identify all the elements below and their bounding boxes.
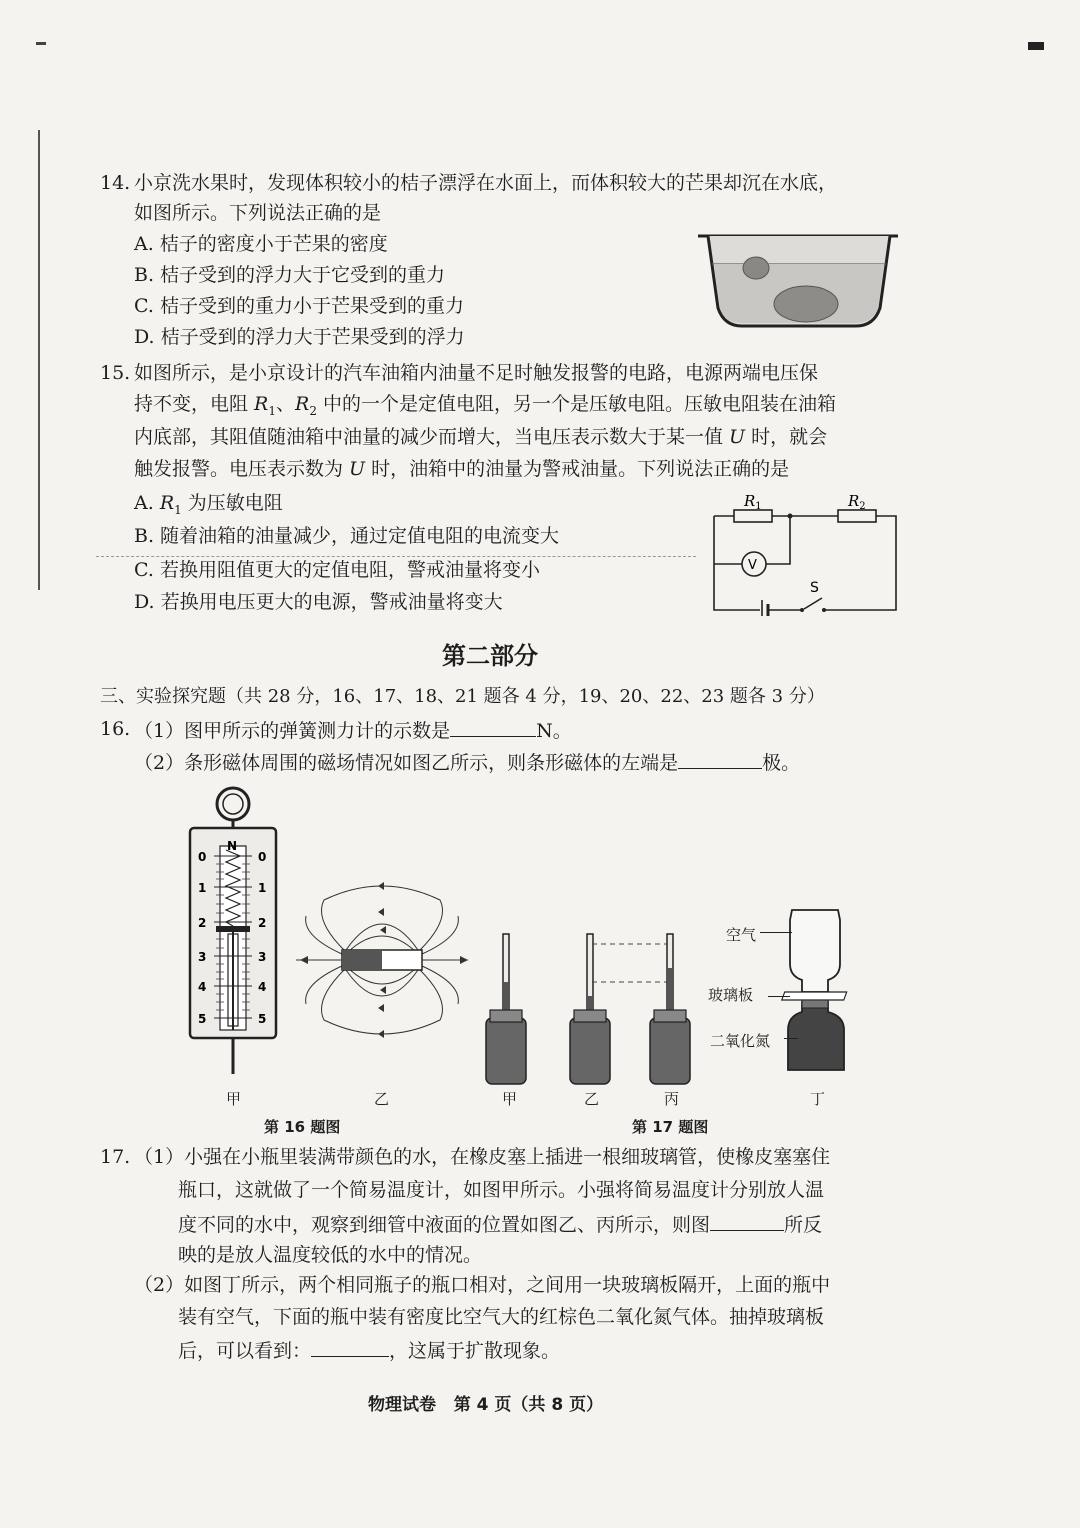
part-two-title: 第二部分 <box>442 642 538 670</box>
fig16-label-yi: 乙 <box>374 1090 390 1108</box>
bottle-jia <box>486 1018 526 1084</box>
q17-part2-line1: （2）如图丁所示，两个相同瓶子的瓶口相对，之间用一块玻璃板隔开，上面的瓶中 <box>134 1274 831 1296</box>
q16-blank-2[interactable] <box>678 752 762 769</box>
scan-dashed-line <box>96 556 696 557</box>
r2-label: $R_2$ <box>848 492 866 512</box>
scale-pointer <box>216 926 250 932</box>
label-air: 空气 <box>726 926 757 944</box>
q14-option-c: C. 桔子受到的重力小于芒果受到的重力 <box>134 295 464 317</box>
tick-right-2: 2 <box>258 916 267 930</box>
orange-icon <box>743 257 769 279</box>
q17-part1-line3: 度不同的水中，观察到细管中液面的位置如图乙、丙所示，则图 所反 <box>178 1214 823 1236</box>
bottle-bing <box>650 1018 690 1084</box>
tick-left-0: 0 <box>198 850 207 864</box>
q14-option-b: B. 桔子受到的浮力大于它受到的重力 <box>134 264 446 286</box>
leader-glass <box>768 996 790 997</box>
label-nitrogen-dioxide: 二氧化氮 <box>710 1032 771 1050</box>
q17-part2-line2: 装有空气，下面的瓶中装有密度比空气大的红棕色二氧化氮气体。抽掉玻璃板 <box>178 1306 825 1328</box>
fig17-label-ding: 丁 <box>810 1090 826 1108</box>
scale-unit-label: N <box>227 839 238 853</box>
q15-option-a: A. $R_1$ 为压敏电阻 <box>134 492 283 517</box>
scan-mark-left <box>36 42 46 45</box>
q17-blank-2[interactable] <box>311 1340 389 1357</box>
q16-blank-1[interactable] <box>450 720 536 737</box>
q14-option-d: D. 桔子受到的浮力大于芒果受到的浮力 <box>134 326 465 348</box>
switch-icon <box>804 598 822 609</box>
q17-part1-line2: 瓶口，这就做了一个简易温度计，如图甲所示。小强将简易温度计分别放人温 <box>178 1179 825 1201</box>
q15-stem-line4: 触发报警。电压表示数为 U 时，油箱中的油量为警戒油量。下列说法正确的是 <box>134 458 790 480</box>
tick-right-0: 0 <box>258 850 267 864</box>
q15-option-c: C. 若换用阻值更大的定值电阻，警戒油量将变小 <box>134 559 540 581</box>
tick-right-3: 3 <box>258 950 267 964</box>
leader-no2 <box>784 1038 798 1039</box>
tick-right-1: 1 <box>258 881 267 895</box>
fig17-label-bing: 丙 <box>664 1090 680 1108</box>
q14-stem-line1: 小京洗水果时，发现体积较小的桔子漂浮在水面上，而体积较大的芒果却沉在水底， <box>134 172 838 194</box>
fig16-label-jia: 甲 <box>226 1090 242 1108</box>
tick-left-2: 2 <box>198 916 207 930</box>
q15-stem-line2: 持不变，电阻 $R_1$、$R_2$ 中的一个是定值电阻，另一个是压敏电阻。压敏电阻装在油箱 <box>134 393 837 418</box>
tick-right-4: 4 <box>258 980 267 994</box>
tick-right-5: 5 <box>258 1012 267 1026</box>
q15-option-b: B. 随着油箱的油量减少，通过定值电阻的电流变大 <box>134 525 560 547</box>
fig17-label-yi: 乙 <box>584 1090 600 1108</box>
fig17-caption: 第 17 题图 <box>632 1118 709 1136</box>
thermometer-bottles-figure <box>478 926 702 1088</box>
scan-margin-line <box>38 130 40 590</box>
q14-option-a: A. 桔子的密度小于芒果的密度 <box>134 233 388 255</box>
magnet-field-figure <box>292 880 472 1040</box>
resistor-r1 <box>734 510 772 522</box>
spring-scale-figure <box>176 784 286 1084</box>
circuit-diagram <box>702 486 906 616</box>
r1-label: $R_1$ <box>744 492 762 512</box>
q17-part1-line4: 映的是放人温度较低的水中的情况。 <box>178 1244 483 1266</box>
resistor-r2 <box>838 510 876 522</box>
page-footer: 物理试卷 第 4 页（共 8 页） <box>368 1395 604 1415</box>
q16-number: 16. <box>100 718 131 740</box>
scale-ring-icon <box>217 788 249 820</box>
fig17-label-jia: 甲 <box>502 1090 518 1108</box>
scan-mark-right <box>1028 42 1044 50</box>
basin-figure <box>694 228 904 332</box>
q14-stem-line2: 如图所示。下列说法正确的是 <box>134 202 382 224</box>
switch-label: S <box>810 580 819 596</box>
bottle-yi <box>570 1018 610 1084</box>
leader-air <box>760 932 792 933</box>
q17-blank-1[interactable] <box>710 1214 784 1231</box>
label-glass-plate: 玻璃板 <box>708 986 754 1004</box>
q15-number: 15. <box>100 362 131 384</box>
q15-stem-line1: 如图所示，是小京设计的汽车油箱内油量不足时触发报警的电路，电源两端电压保 <box>134 362 819 384</box>
tick-left-4: 4 <box>198 980 207 994</box>
tick-left-1: 1 <box>198 881 207 895</box>
tick-left-5: 5 <box>198 1012 207 1026</box>
q15-stem-line3: 内底部，其阻值随油箱中油量的减少而增大，当电压表示数大于某一值 U 时，就会 <box>134 426 828 448</box>
q17-part1-line1: （1）小强在小瓶里装满带颜色的水，在橡皮塞上插进一根细玻璃管，使橡皮塞塞住 <box>134 1146 831 1168</box>
q16-part1: （1）图甲所示的弹簧测力计的示数是 N。 <box>134 720 572 742</box>
mango-icon <box>774 286 838 322</box>
voltmeter-label: V <box>748 558 757 573</box>
fig16-caption: 第 16 题图 <box>264 1118 341 1136</box>
tick-left-3: 3 <box>198 950 207 964</box>
q15-option-d: D. 若换用电压更大的电源，警戒油量将变大 <box>134 591 503 613</box>
q16-part2: （2）条形磁体周围的磁场情况如图乙所示，则条形磁体的左端是 极。 <box>134 752 801 774</box>
q17-number: 17. <box>100 1146 131 1168</box>
q17-part2-line3: 后，可以看到： ，这属于扩散现象。 <box>178 1340 561 1362</box>
section-three-title: 三、实验探究题（共 28 分，16、17、18、21 题各 4 分，19、20、22、23 题各 3 分） <box>100 686 825 707</box>
q14-number: 14. <box>100 172 131 194</box>
